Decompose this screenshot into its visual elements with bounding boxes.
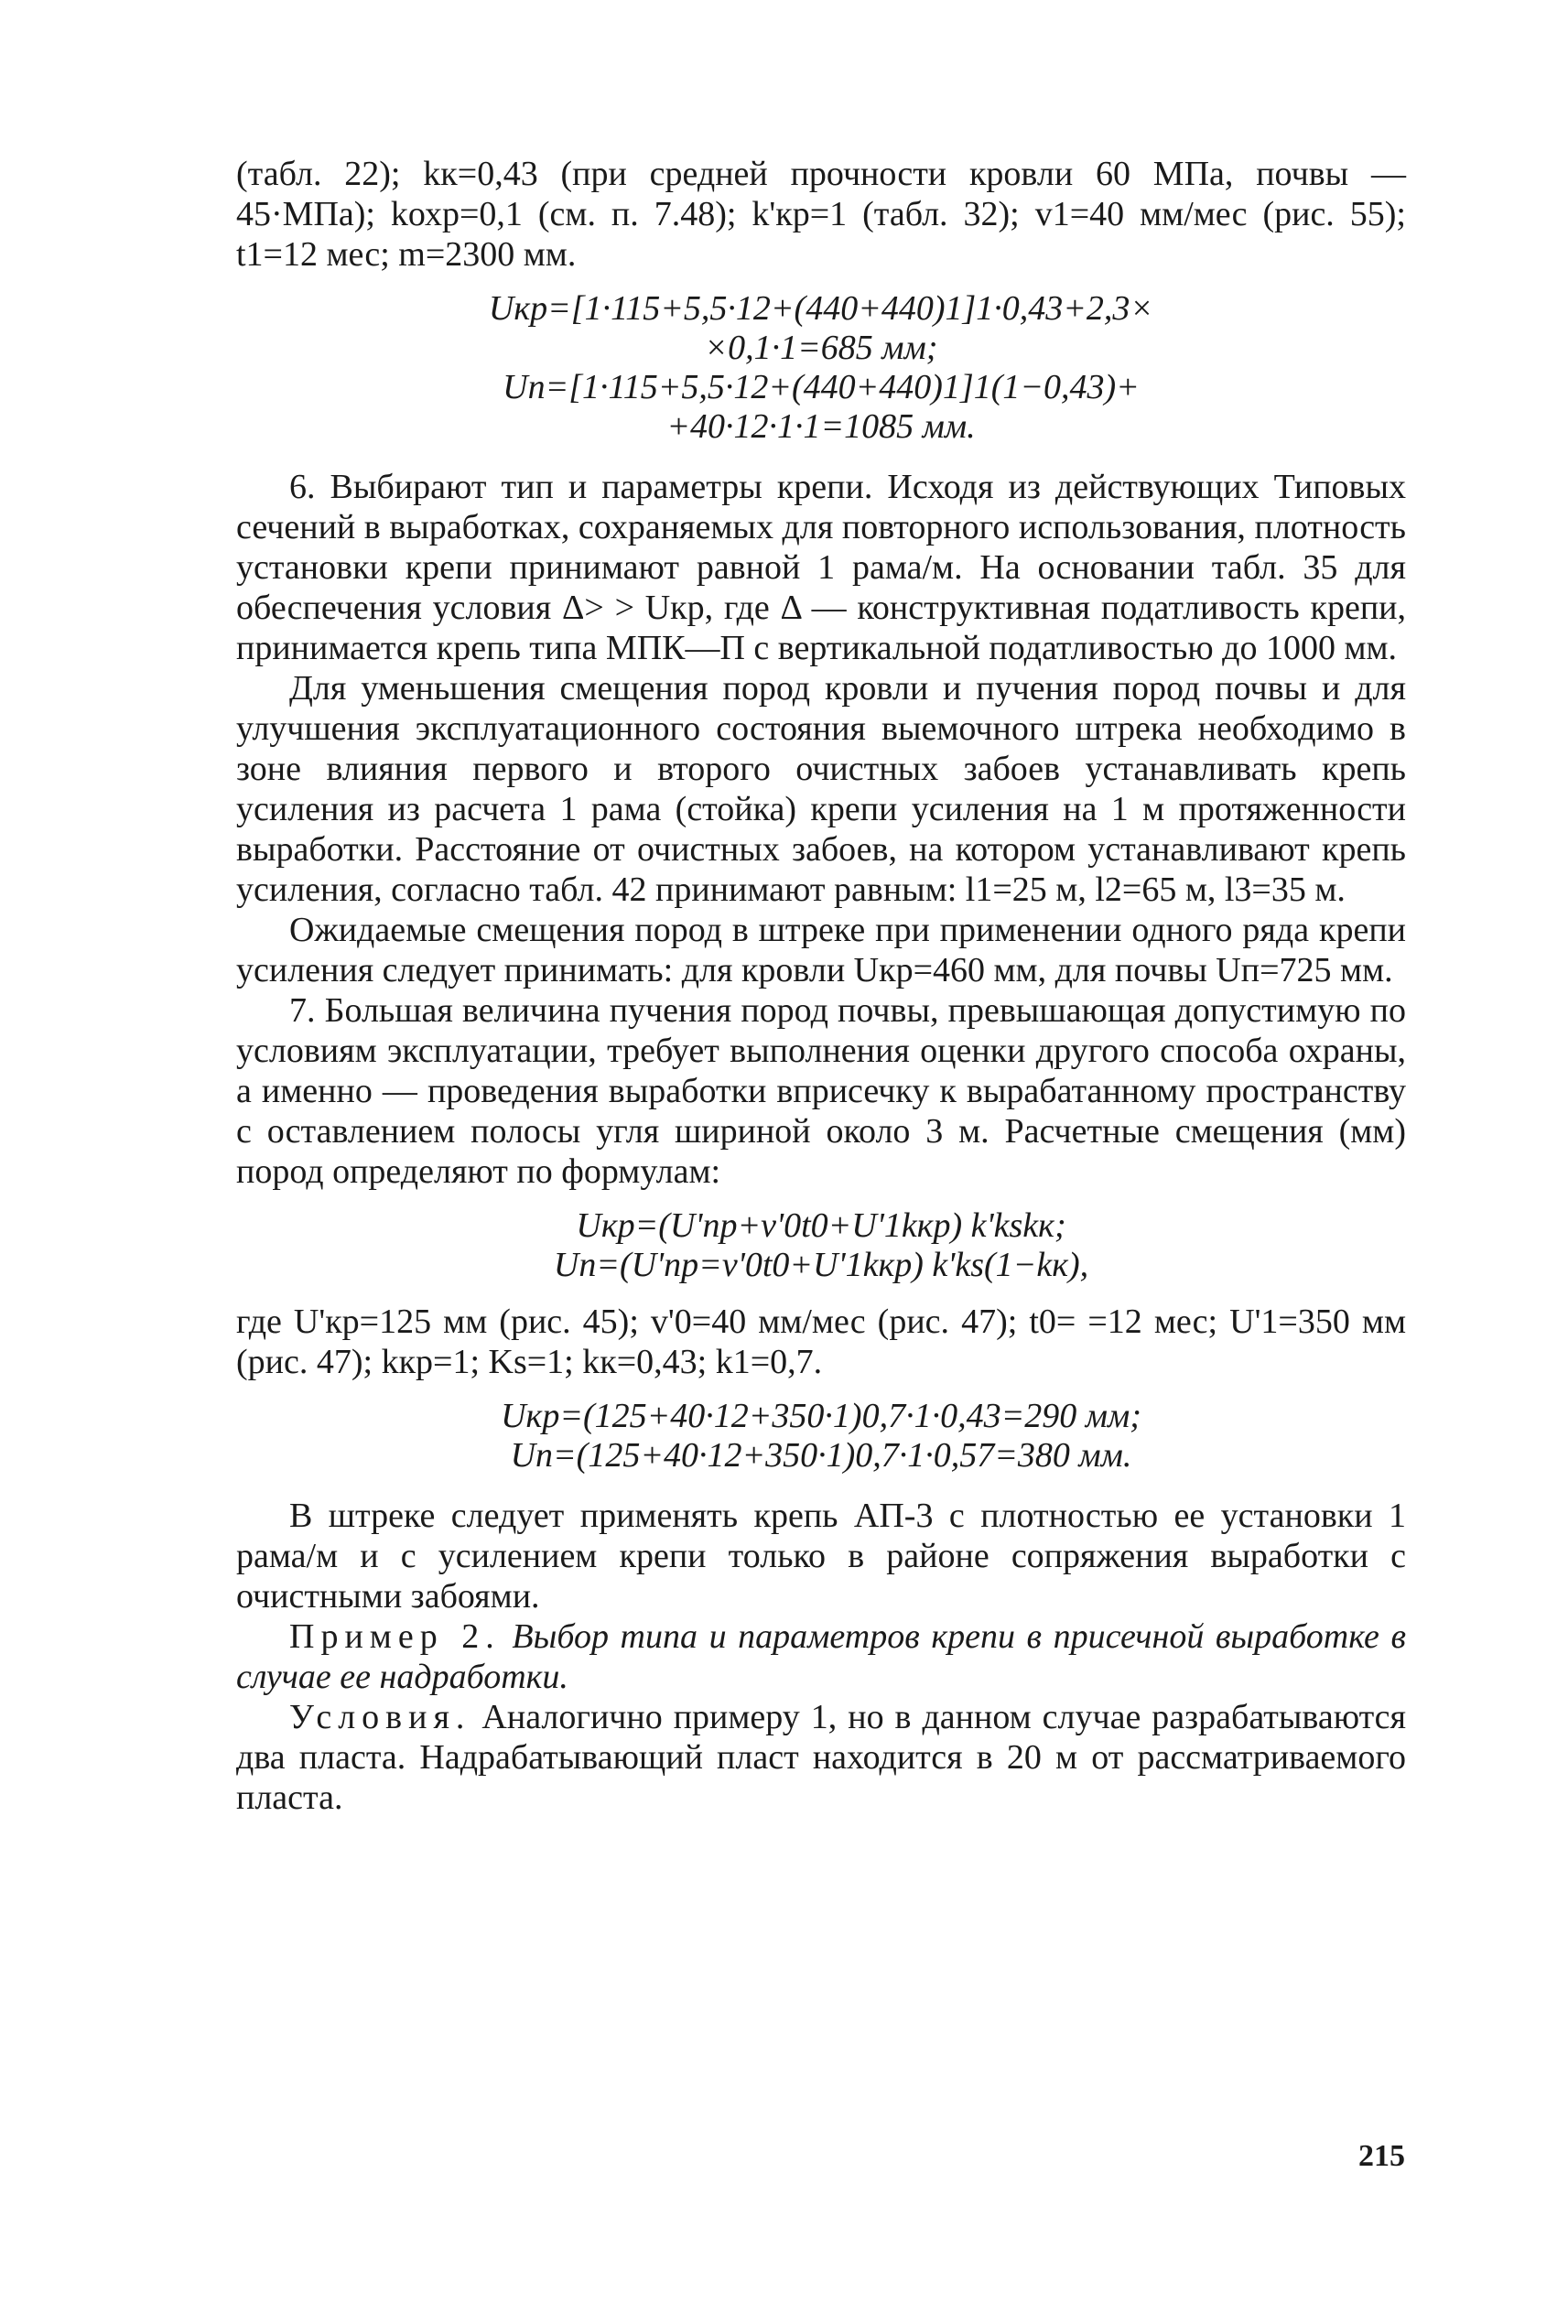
- paragraph-conditions: [236, 1697, 1406, 1818]
- paragraph-support-type: 6. Выбирают тип и параметры крепи. Исходя из действующих Типовых сечений в выработках, сохраняемых для повторного использования, плотность установки крепи принимают равной 1 рама/м. На основании табл. 35 для обеспечения условия Δ> > Uкр, где Δ — конструктивная податливость крепи, принимается крепь типа МПК—П с вертикальной податливостью до 1000 мм.: [236, 468, 1406, 667]
- formula-3-line-2: Uп=(125+40·12+350·1)0,7·1·0,57=380 мм.: [510, 1436, 1132, 1475]
- formula-2-line-1: Uкр=(U'пр+v'0t0+U'1kкр) k'kskк;: [576, 1206, 1066, 1245]
- paragraph-heaving: 7. Большая величина пучения пород почвы, превышающая допустимую по условиям эксплуатации, требует выполнения оценки другого способа охраны, а именно — проведения выработки вприсечку к вырабатанному пространству с оставлением полосы угля шириной около 3 м. Расчетные смещения (мм) пород определяют по формулам:: [236, 991, 1406, 1191]
- formula-1-line-4: +40·12·1·1=1085 мм.: [666, 407, 976, 446]
- conditions-text: Аналогично примеру 1, но в данном случае разрабатываются два пласта. Надрабатывающий пласт находится в 20 м от рассматриваемого пласта.: [236, 1698, 1407, 1817]
- formula-block-1: [236, 289, 1406, 447]
- page-number: 215: [1358, 2139, 1405, 2173]
- formula-block-3: [236, 1397, 1406, 1475]
- formula-1-line-1: Uкр=[1·115+5,5·12+(440+440)1]1·0,43+2,3×: [488, 289, 1154, 328]
- page-body: [236, 154, 1406, 1818]
- paragraph-expected-displacement: Ожидаемые смещения пород в штреке при применении одного ряда крепи усиления следует принимать: для кровли Uкр=460 мм, для почвы Uп=725 мм.: [236, 911, 1406, 989]
- formula-3-line-1: Uкр=(125+40·12+350·1)0,7·1·0,43=290 мм;: [501, 1397, 1141, 1435]
- example-2-title: Выбор типа и параметров крепи в присечной выработке в случае ее надработки.: [236, 1617, 1407, 1696]
- paragraph-coefficients: (табл. 22); kк=0,43 (при средней прочности кровли 60 МПа, почвы — 45·МПа); kохр=0,1 (см. п. 7.48); k'кр=1 (табл. 32); v1=40 мм/мес (рис. 55); t1=12 мес; m=2300 мм.: [236, 155, 1406, 274]
- paragraph-conclusion: В штреке следует применять крепь АП-3 с плотностью ее установки 1 рама/м и с усилением крепи только в районе сопряжения выработки с очистными забоями.: [236, 1497, 1406, 1616]
- paragraph-where: где U'кр=125 мм (рис. 45); v'0=40 мм/мес (рис. 47); t0= =12 мес; U'1=350 мм (рис. 47); kкр=1; Ks=1; kк=0,43; k1=0,7.: [236, 1303, 1406, 1381]
- conditions-label: Условия.: [289, 1698, 471, 1736]
- example-2-label: Пример 2.: [289, 1617, 501, 1656]
- paragraph-example-2: [236, 1616, 1406, 1697]
- formula-1-line-3: Uп=[1·115+5,5·12+(440+440)1]1(1−0,43)+: [503, 368, 1140, 406]
- paragraph-reinforcement: Для уменьшения смещения пород кровли и пучения пород почвы и для улучшения эксплуатационного состояния выемочного штрека необходимо в зоне влияния первого и второго очистных забоев устанавливать крепь усиления из расчета 1 рама (стойка) крепи усиления на 1 м протяженности выработки. Расстояние от очистных забоев, на котором устанавливают крепь усиления, согласно табл. 42 принимают равным: l1=25 м, l2=65 м, l3=35 м.: [236, 669, 1406, 909]
- formula-2-line-2: Uп=(U'пр=v'0t0+U'1kкр) k'ks(1−kк),: [553, 1246, 1089, 1284]
- formula-1-line-2: ×0,1·1=685 мм;: [704, 329, 938, 367]
- formula-block-2: [236, 1206, 1406, 1285]
